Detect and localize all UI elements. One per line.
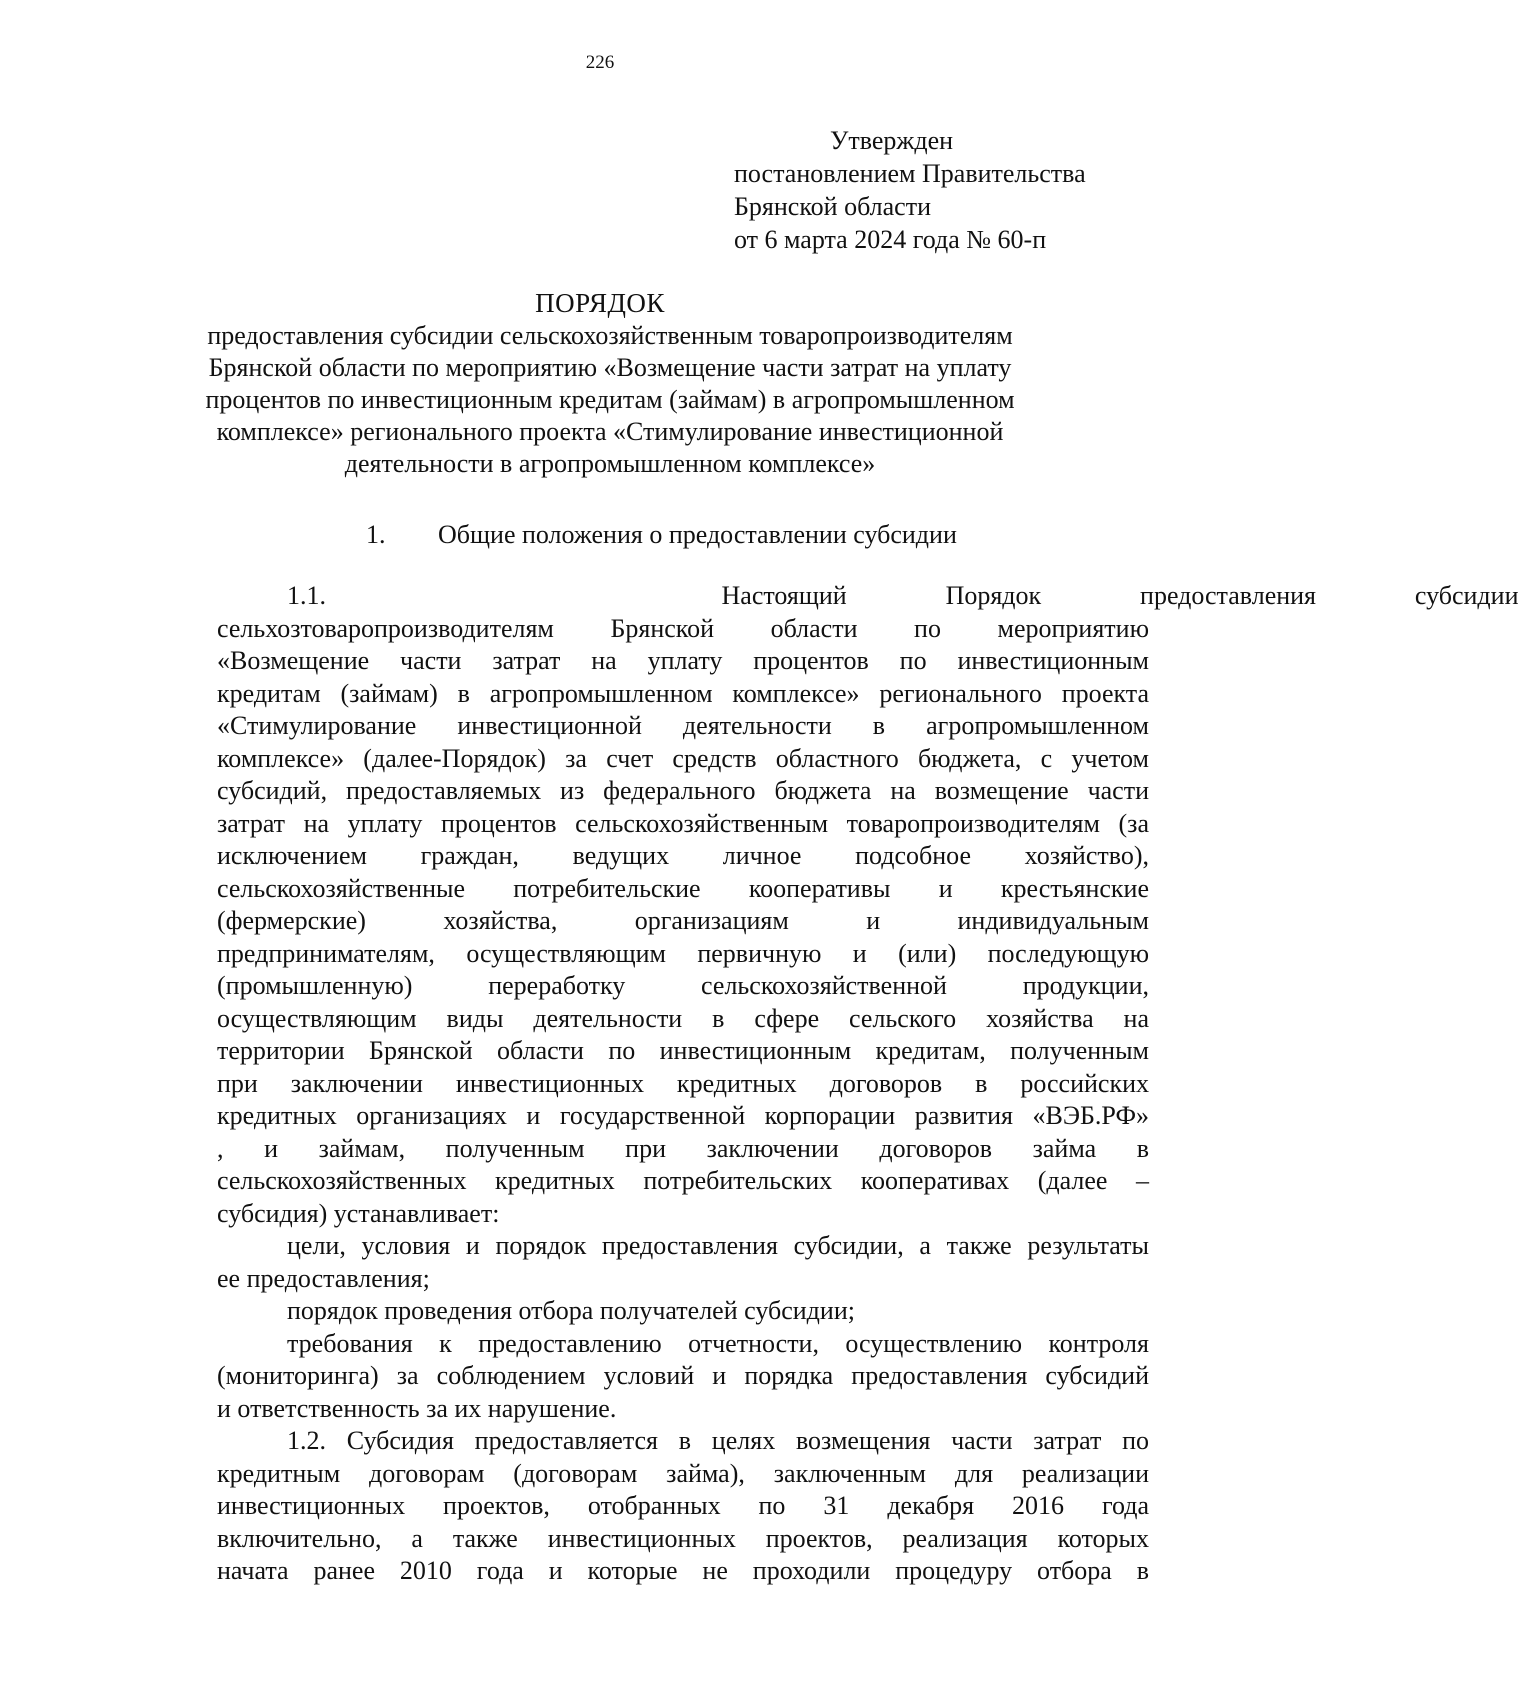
document-title: ПОРЯДОК (535, 288, 665, 318)
paragraph-line: начата ранее 2010 года и которые не проходили процедуру отбора в (217, 1556, 1149, 1585)
approval-line: Брянской области (734, 192, 931, 221)
paragraph-line: кредитных организациях и государственной корпорации развития «ВЭБ.РФ» (217, 1101, 1149, 1130)
subtitle-line: процентов по инвестиционным кредитам (займам) в агропромышленном (205, 385, 1015, 414)
approval-stamp (734, 124, 1086, 256)
paragraph-line: 1.2. Субсидия предоставляется в целях возмещения части затрат по (287, 1426, 1149, 1455)
paragraph-line: «Возмещение части затрат на уплату процентов по инвестиционным (217, 646, 1149, 675)
paragraph-line: осуществляющим виды деятельности в сфере сельского хозяйства на (217, 1003, 1149, 1033)
paragraph-line: исключением граждан, ведущих личное подсобное хозяйство), (217, 841, 1149, 870)
subtitle-line: предоставления субсидии сельскохозяйственным товаропроизводителям (207, 321, 1013, 350)
list-item-line: ее предоставления; (217, 1263, 430, 1293)
paragraph-line: территории Брянской области по инвестиционным кредитам, полученным (217, 1036, 1149, 1065)
paragraph-line: предпринимателям, осуществляющим первичную и (или) последующую (217, 938, 1149, 968)
approval-line: от 6 марта 2024 года № 60-п (734, 225, 1047, 254)
paragraph-line: , и займам, полученным при заключении договоров займа в (217, 1133, 1149, 1163)
document-subtitle (200, 320, 1020, 480)
paragraph-line: кредитным договорам (договорам займа), заключенным для реализации (217, 1458, 1149, 1488)
paragraph-line: сельскохозяйственные потребительские кооперативы и крестьянские (217, 873, 1149, 903)
item-number: 1.1. (287, 581, 326, 610)
paragraph-line: инвестиционных проектов, отобранных по 31 декабря 2016 года (217, 1491, 1149, 1520)
paragraph-line: сельхозтоваропроизводителям Брянской области по мероприятию (217, 613, 1149, 643)
list-item-line: цели, условия и порядок предоставления субсидии, а также результаты (287, 1231, 1149, 1260)
page-number: 226 (585, 52, 615, 73)
section-number: 1. (366, 520, 386, 549)
paragraph-line: комплексе» (далее-Порядок) за счет средств областного бюджета, с учетом (217, 743, 1149, 773)
subtitle-line: деятельности в агропромышленном комплексе» (344, 449, 876, 478)
paragraph-line: сельскохозяйственных кредитных потребительских кооперативах (далее – (217, 1166, 1149, 1195)
paragraph-line: при заключении инвестиционных кредитных договоров в российских (217, 1068, 1149, 1098)
approval-line: постановлением Правительства (734, 159, 1086, 188)
list-item-line: порядок проведения отбора получателей субсидии; (287, 1296, 855, 1325)
paragraph-line: (промышленную) переработку сельскохозяйственной продукции, (217, 971, 1149, 1000)
item-first-line: Настоящий Порядок предоставления субсидии (721, 581, 1519, 610)
approval-line: Утвержден (830, 126, 954, 155)
paragraph-line: субсидия) устанавливает: (217, 1198, 500, 1228)
list-item-line: и ответственность за их нарушение. (217, 1393, 617, 1423)
paragraph-line: кредитам (займам) в агропромышленном комплексе» регионального проекта (217, 678, 1149, 708)
paragraph-line: «Стимулирование инвестиционной деятельности в агропромышленном (217, 711, 1149, 740)
document-body (217, 580, 1519, 1588)
subtitle-line: комплексе» регионального проекта «Стимулирование инвестиционной (216, 417, 1004, 446)
list-item-line: требования к предоставлению отчетности, осуществлению контроля (287, 1328, 1149, 1358)
subtitle-line: Брянской области по мероприятию «Возмещение части затрат на уплату (208, 353, 1012, 382)
paragraph-line: (фермерские) хозяйства, организациям и индивидуальным (217, 906, 1149, 935)
list-item-line: (мониторинга) за соблюдением условий и порядка предоставления субсидий (217, 1361, 1149, 1390)
paragraph-line: субсидий, предоставляемых из федерального бюджета на возмещение части (217, 776, 1149, 805)
section-title: Общие положения о предоставлении субсидии (438, 520, 957, 549)
paragraph-line: затрат на уплату процентов сельскохозяйственным товаропроизводителям (за (217, 808, 1149, 838)
section-heading (366, 520, 957, 550)
paragraph-line (217, 580, 1519, 613)
paragraph-line: включительно, а также инвестиционных проектов, реализация которых (217, 1523, 1149, 1553)
